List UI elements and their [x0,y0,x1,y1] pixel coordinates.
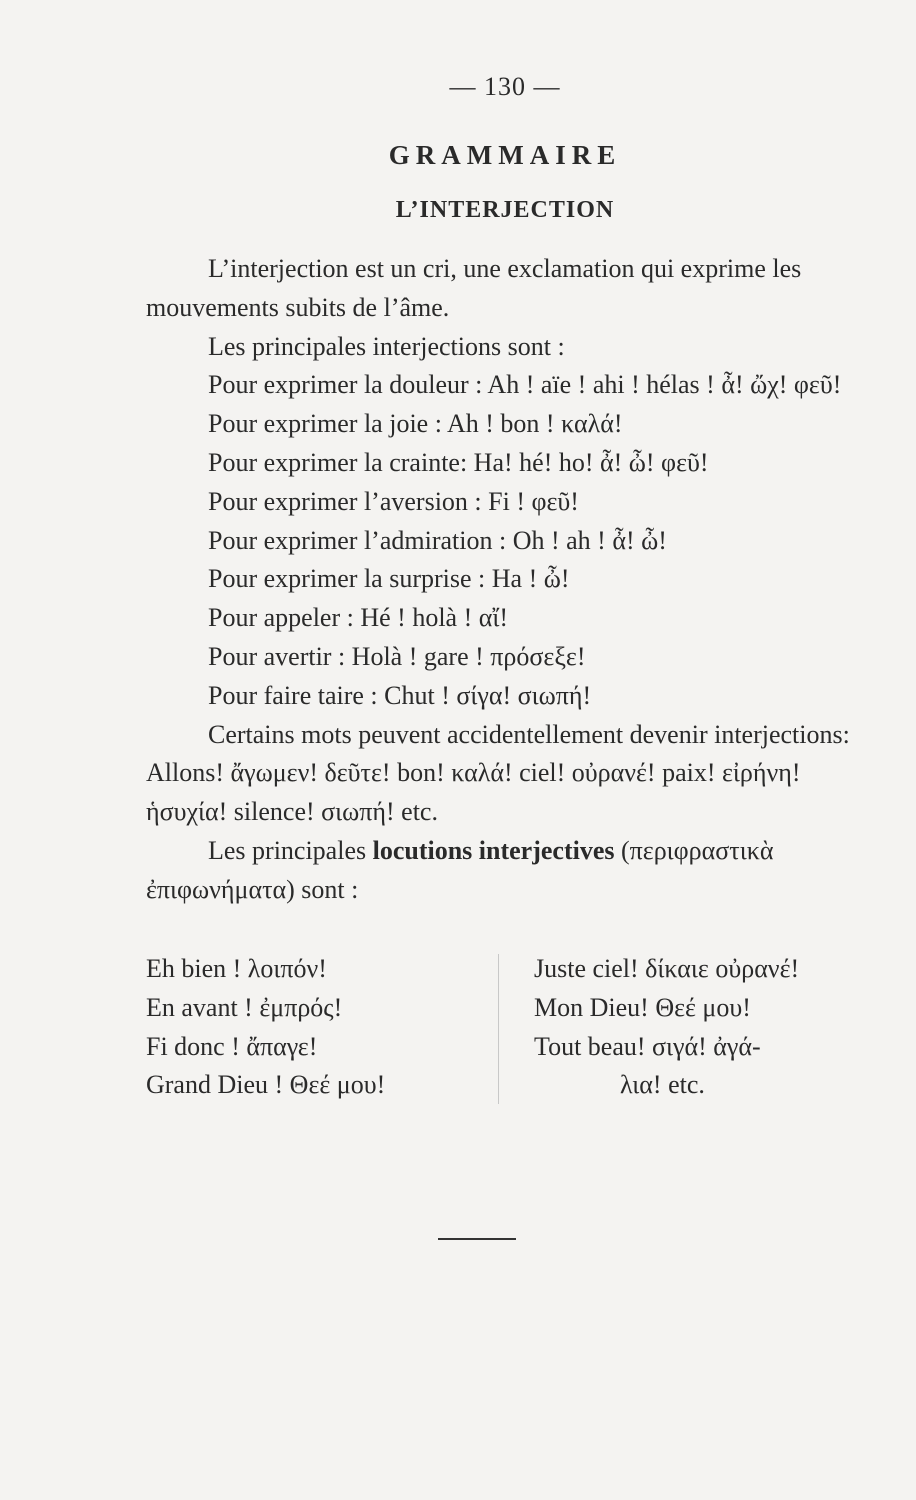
locutions-prefix: Les principales [208,835,367,865]
locutions-bold-term: locutions interjectives [372,835,615,865]
locution-item: Fi donc ! ἄπαγε! [146,1031,318,1061]
locution-item: Tout beau! σιγά! ἀγά- [534,1031,761,1061]
locutions-paragraph [146,832,866,910]
interjection-item: Pour faire taire : Chut ! σίγα! σιωπή! [208,680,592,710]
chapter-subtitle: L’INTERJECTION [395,197,615,223]
column-divider [498,954,499,1104]
locution-item: Grand Dieu ! Θεέ μου! [146,1070,386,1100]
end-rule [438,1238,516,1240]
locution-item: Juste ciel! δίκαιε οὐρανέ! [534,954,800,983]
section-title: GRAMMAIRE [388,140,622,170]
intro-paragraph: Les principales interjections sont : [208,331,565,361]
certains-paragraph: Certains mots peuvent accidentellement devenir interjections: Allons! ἄγωμεν! δεῦτε! bon! καλά! ciel! οὐρανέ! paix! εἰρήνη! ἡσυχία! silence! σιωπή! etc. [146,719,850,827]
interjection-item: Pour exprimer l’admiration : Oh ! ah ! ἆ! ὦ! [208,525,667,555]
right-column [534,950,866,1105]
locution-item: En avant ! ἐμπρός! [146,992,343,1022]
definition-paragraph: L’interjection est un cri, une exclamation qui exprime les mouvements subits de l’âme. [146,254,802,322]
locutions-columns [146,950,866,1110]
locutions-suffix: (περιφραστικὰ ἐπιφωνήματα) sont : [146,835,774,904]
locution-item: λια! etc. [620,1070,705,1100]
interjection-item: Pour exprimer la douleur : Ah ! aïe ! ahi ! hélas ! ἆ! ὤχ! φεῦ! [208,370,842,400]
left-column [146,950,486,1105]
locution-item: Mon Dieu! Θεέ μου! [534,992,751,1022]
page-number: — 130 — [449,72,561,101]
interjection-item: Pour exprimer la crainte: Ha! hé! ho! ἆ! ὦ! φεῦ! [208,447,709,477]
interjection-item: Pour appeler : Hé ! holà ! αἴ! [208,603,509,633]
interjection-item: Pour avertir : Holà ! gare ! πρόσεξε! [208,641,586,671]
interjection-item: Pour exprimer la surprise : Ha ! ὦ! [208,564,570,594]
interjection-item: Pour exprimer l’aversion : Fi ! φεῦ! [208,486,579,516]
locution-item: Eh bien ! λοιπόν! [146,954,327,983]
body-text [146,250,866,910]
interjection-item: Pour exprimer la joie : Ah ! bon ! καλά! [208,409,623,439]
